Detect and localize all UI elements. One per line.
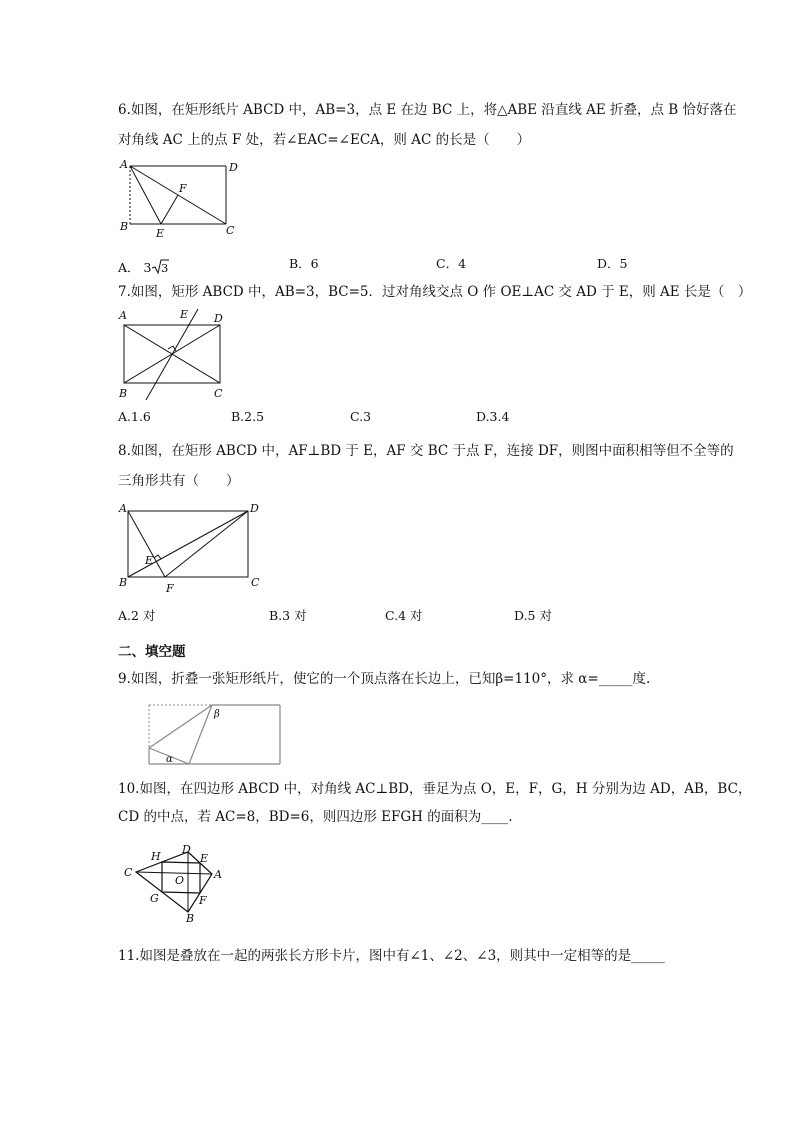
q6-option-d: D．5 bbox=[597, 256, 628, 271]
q10-text-line1: 10.如图，在四边形 ABCD 中，对角线 AC⊥BD，垂足为点 O，E，F，G，H 分别为边 AD，AB，BC， bbox=[118, 781, 752, 797]
q10-label-o: O bbox=[175, 874, 185, 887]
q7-option-b: B.2.5 bbox=[231, 409, 265, 424]
q10-label-e: E bbox=[200, 852, 209, 865]
q7-text-line1: 7.如图，矩形 ABCD 中，AB=3，BC=5．过对角线交点 O 作 OE⊥AC 交 AD 于 E，则 AE 长是（ ） bbox=[118, 284, 752, 300]
q10-label-g: G bbox=[150, 892, 159, 905]
q6-label-b: B bbox=[120, 220, 129, 233]
q6-label-e: E bbox=[156, 227, 165, 240]
q9-label-beta: β bbox=[214, 709, 220, 720]
q6-figure bbox=[118, 158, 248, 238]
q10-label-c: C bbox=[124, 866, 133, 879]
q8-label-e: E bbox=[145, 554, 154, 567]
q6-label-f: F bbox=[179, 182, 187, 195]
q8-label-d: D bbox=[250, 502, 259, 515]
q6-option-a: A． 3 3 bbox=[118, 256, 169, 276]
q10-label-h: H bbox=[151, 850, 161, 863]
q7-option-a: A.1.6 bbox=[118, 409, 151, 424]
q11-text-line1: 11.如图是叠放在一起的两张长方形卡片，图中有∠1、∠2、∠3，则其中一定相等的是_____ bbox=[118, 948, 665, 964]
q8-figure bbox=[118, 500, 268, 595]
q7-option-c: C.3 bbox=[350, 409, 372, 424]
q8-option-b: B.3 对 bbox=[269, 608, 307, 623]
q6-label-d: D bbox=[229, 161, 238, 174]
q6-text-line2: 对角线 AC 上的点 F 处，若∠EAC=∠ECA，则 AC 的长是（ ） bbox=[118, 132, 531, 148]
q6-label-a: A bbox=[120, 158, 128, 171]
sqrt-symbol bbox=[151, 256, 169, 276]
q8-option-c: C.4 对 bbox=[385, 608, 423, 623]
q8-label-a: A bbox=[119, 502, 127, 515]
q10-label-d: D bbox=[182, 843, 191, 856]
q6-option-a-radicand: 3 bbox=[161, 261, 169, 275]
q6-text-line1: 6.如图，在矩形纸片 ABCD 中，AB=3，点 E 在边 BC 上，将△ABE 沿直线 AE 折叠，点 B 恰好落在 bbox=[118, 102, 737, 118]
section-heading: 二、填空题 bbox=[118, 644, 186, 660]
q6-label-c: C bbox=[226, 224, 235, 237]
q7-label-b: B bbox=[119, 387, 128, 400]
q8-label-c: C bbox=[251, 576, 260, 589]
q6-option-c: C．4 bbox=[436, 256, 467, 271]
q7-label-e: E bbox=[180, 308, 189, 321]
q6-option-b: B．6 bbox=[289, 256, 319, 271]
q7-figure bbox=[118, 305, 238, 405]
q7-label-a: A bbox=[119, 309, 127, 322]
q8-text-line2: 三角形共有（ ） bbox=[118, 473, 240, 489]
q8-label-f: F bbox=[166, 582, 174, 595]
q7-option-d: D.3.4 bbox=[476, 409, 510, 424]
q8-option-d: D.5 对 bbox=[514, 608, 552, 623]
q9-text-line1: 9.如图，折叠一张矩形纸片，使它的一个顶点落在长边上，已知β=110°，求 α=_____度. bbox=[118, 671, 651, 687]
q9-figure bbox=[146, 702, 286, 772]
q10-text-line2: CD 的中点，若 AC=8，BD=6，则四边形 EFGH 的面积为____. bbox=[118, 809, 513, 825]
q9-label-alpha: α bbox=[166, 754, 173, 765]
q7-label-d: D bbox=[214, 312, 223, 325]
q10-figure bbox=[120, 840, 230, 925]
q7-label-c: C bbox=[214, 387, 223, 400]
q8-option-a: A.2 对 bbox=[118, 608, 156, 623]
q10-label-f: F bbox=[199, 894, 207, 907]
q8-label-b: B bbox=[119, 576, 128, 589]
q10-label-a: A bbox=[214, 868, 222, 881]
q10-label-b: B bbox=[186, 912, 195, 925]
q6-option-a-coef: 3 bbox=[143, 260, 152, 275]
q8-text-line1: 8.如图，在矩形 ABCD 中，AF⊥BD 于 E，AF 交 BC 于点 F，连接 DF，则图中面积相等但不全等的 bbox=[118, 443, 734, 459]
